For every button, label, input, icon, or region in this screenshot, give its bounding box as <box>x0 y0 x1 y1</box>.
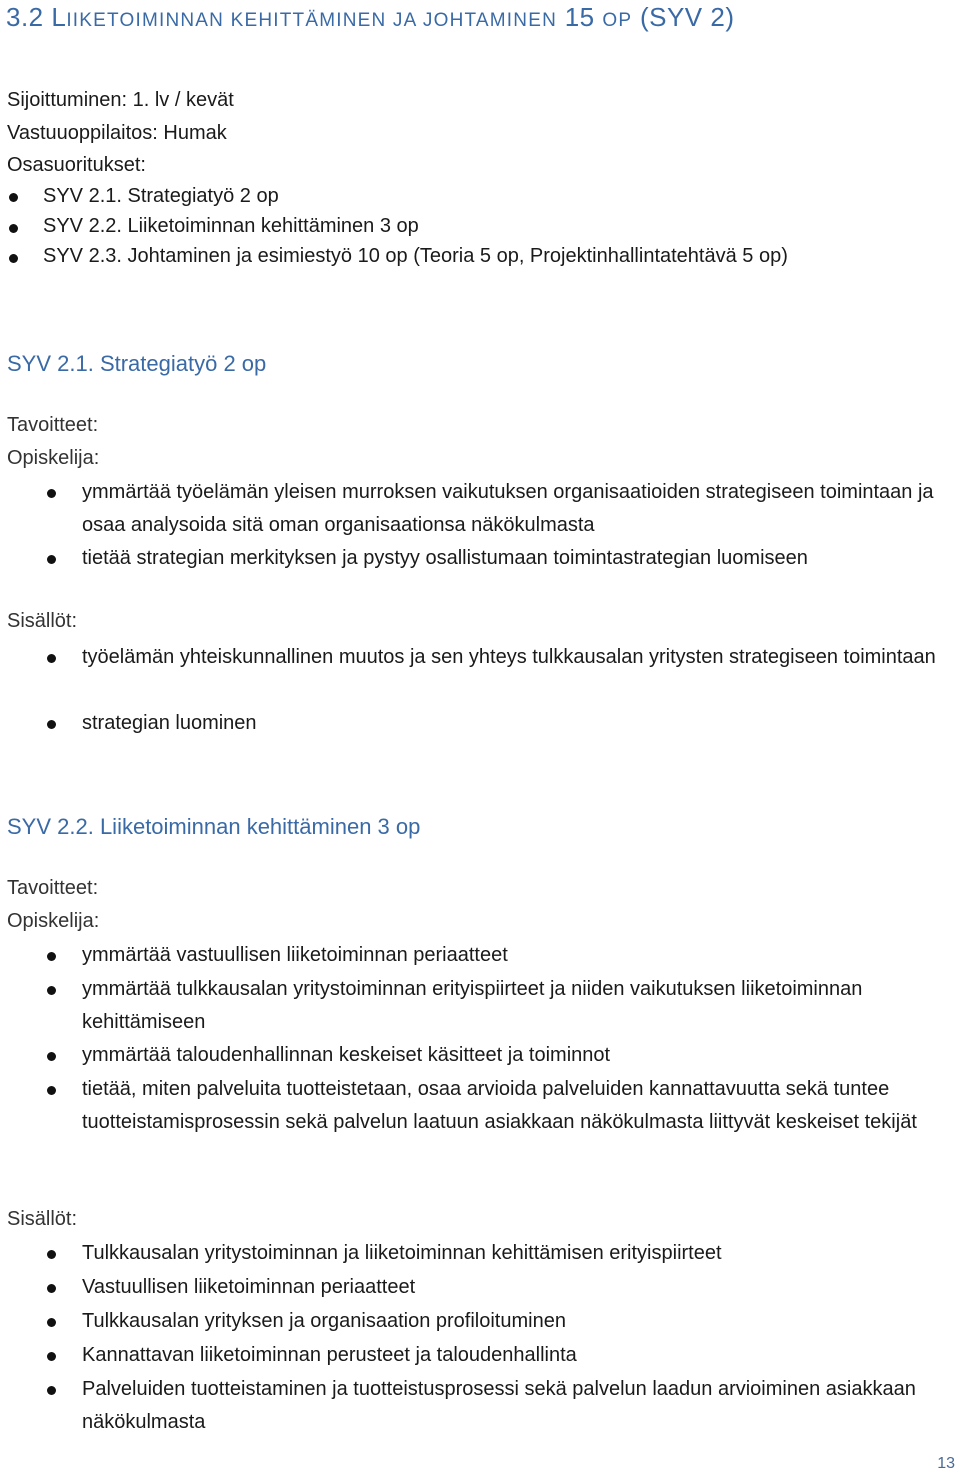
goals-label: Tavoitteet: <box>7 877 99 899</box>
bullet-icon <box>47 654 56 663</box>
bullet-icon <box>47 1284 56 1293</box>
bullet-icon <box>47 720 56 729</box>
parts-label: Osasuoritukset: <box>7 154 146 176</box>
bullet-icon <box>9 224 18 233</box>
page-number: 13 <box>937 1455 955 1472</box>
list-item: työelämän yhteiskunnallinen muutos ja sen yhteys tulkkausalan yritysten strategiseen toimintaan <box>82 646 936 668</box>
contents-label: Sisällöt: <box>7 610 78 632</box>
student-label: Opiskelija: <box>7 910 100 932</box>
student-label: Opiskelija: <box>7 447 100 469</box>
bullet-icon <box>47 986 56 995</box>
bullet-icon <box>47 1086 56 1095</box>
bullet-icon <box>47 555 56 564</box>
page-title: 3.2 LIIKETOIMINNAN KEHITTÄMINEN JA JOHTAMINEN 15 OP (SYV 2) <box>6 2 735 32</box>
list-item: strategian luominen <box>82 712 257 734</box>
placement-text: Sijoittuminen: 1. lv / kevät <box>7 89 234 111</box>
bullet-icon <box>47 489 56 498</box>
bullet-icon <box>47 1318 56 1327</box>
list-item: Vastuullisen liiketoiminnan periaatteet <box>82 1276 416 1298</box>
list-item: SYV 2.1. Strategiatyö 2 op <box>43 185 279 207</box>
list-item: tietää, miten palveluita tuotteistetaan, osaa arvioida palveluiden kannattavuutta sekä tuntee tuotteistamisprosessin sekä palvelun laatuun asiakkaan näkökulmasta liittyvät keskeiset tekijät <box>82 1078 917 1133</box>
responsible-text: Vastuuoppilaitos: Humak <box>7 122 227 144</box>
list-item: Tulkkausalan yritystoiminnan ja liiketoiminnan kehittämisen erityispiirteet <box>82 1242 722 1264</box>
bullet-icon <box>47 952 56 961</box>
list-item: ymmärtää taloudenhallinnan keskeiset käsitteet ja toiminnot <box>82 1044 611 1066</box>
list-item: Tulkkausalan yrityksen ja organisaation profiloituminen <box>82 1310 566 1332</box>
section-heading: SYV 2.1. Strategiatyö 2 op <box>7 351 267 376</box>
list-item: ymmärtää työelämän yleisen murroksen vaikutuksen organisaatioiden strategiseen toimintaan ja osaa analysoida sitä oman organisaationsa näkökulmasta <box>82 481 934 536</box>
goals-label: Tavoitteet: <box>7 414 99 436</box>
list-item: ymmärtää tulkkausalan yritystoiminnan erityispiirteet ja niiden vaikutuksen liiketoiminnan kehittämiseen <box>82 978 863 1033</box>
bullet-icon <box>47 1386 56 1395</box>
bullet-icon <box>9 193 18 202</box>
list-item: Palveluiden tuotteistaminen ja tuotteistusprosessi sekä palvelun laadun arvioiminen asiakkaan näkökulmasta <box>82 1378 916 1433</box>
list-item: Kannattavan liiketoiminnan perusteet ja taloudenhallinta <box>82 1344 577 1366</box>
bullet-icon <box>9 254 18 263</box>
bullet-icon <box>47 1052 56 1061</box>
list-item: SYV 2.2. Liiketoiminnan kehittäminen 3 op <box>43 215 419 237</box>
section-heading: SYV 2.2. Liiketoiminnan kehittäminen 3 op <box>7 814 421 839</box>
bullet-icon <box>47 1352 56 1361</box>
list-item: SYV 2.3. Johtaminen ja esimiestyö 10 op (Teoria 5 op, Projektinhallintatehtävä 5 op) <box>43 245 788 267</box>
bullet-icon <box>47 1250 56 1259</box>
list-item: tietää strategian merkityksen ja pystyy osallistumaan toimintastrategian luomiseen <box>82 547 808 569</box>
contents-label: Sisällöt: <box>7 1208 78 1230</box>
list-item: ymmärtää vastuullisen liiketoiminnan periaatteet <box>82 944 508 966</box>
